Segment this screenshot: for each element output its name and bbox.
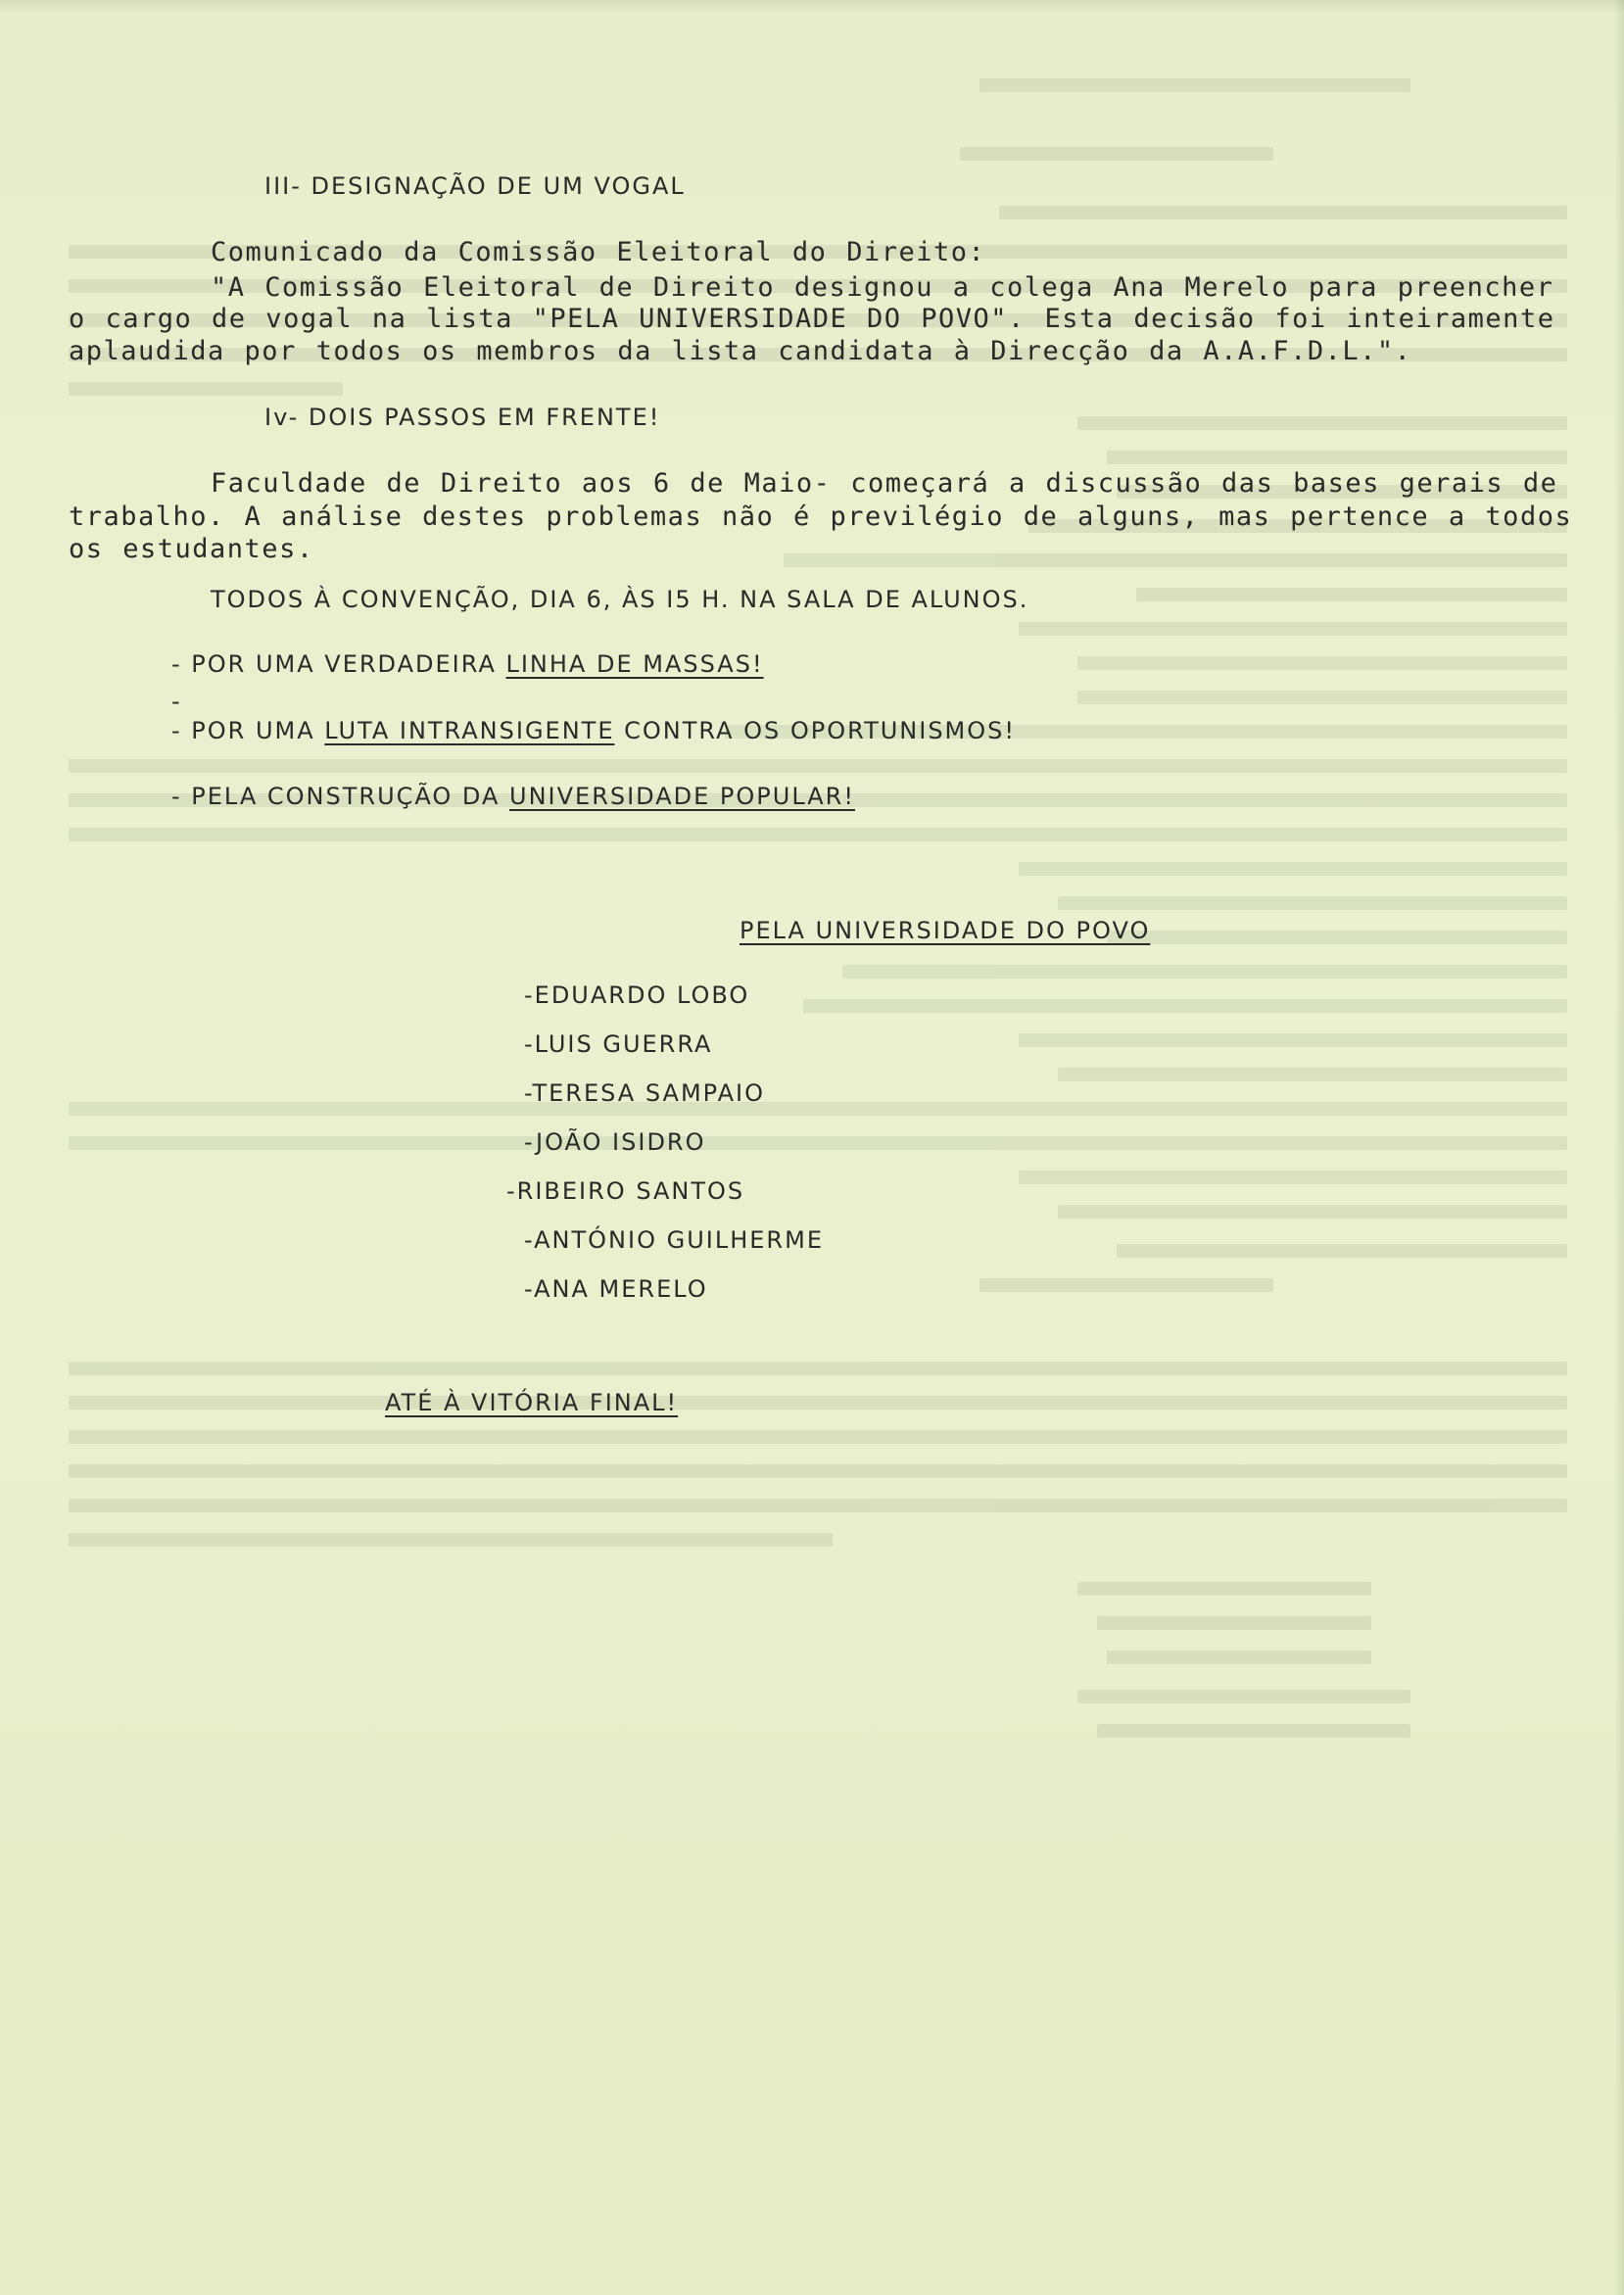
slogan-2-prefix: - POR UMA [171, 717, 325, 744]
slogan-3 [171, 781, 855, 812]
slogan-1-underlined: LINHA DE MASSAS! [505, 650, 764, 678]
paper-edge-shadow [1614, 0, 1624, 2295]
slogan-1-prefix: - POR UMA VERDADEIRA [171, 650, 506, 678]
section-iii-line-1: "A Comissão Eleitoral de Direito designou a colega Ana Merelo para preencher [211, 272, 1554, 303]
section-iii-line-2: o cargo de vogal na lista "PELA UNIVERSIDADE DO POVO". Esta decisão foi inteiramente [69, 304, 1555, 334]
closing-slogan: ATÉ À VITÓRIA FINAL! [385, 1389, 679, 1416]
slogan-1 [171, 648, 764, 680]
section-iii-line-3: aplaudida por todos os membros da lista candidata à Direcção da A.A.F.D.L.". [69, 336, 1412, 366]
list-title: PELA UNIVERSIDADE DO POVO [740, 917, 1151, 944]
list-member-6: -ANTÓNIO GUILHERME [524, 1226, 824, 1254]
stray-dash: - [171, 688, 182, 715]
slogan-3-prefix: - PELA CONSTRUÇÃO DA [171, 783, 510, 810]
list-member-5: -RIBEIRO SANTOS [506, 1177, 745, 1205]
list-member-1: -EDUARDO LOBO [524, 981, 750, 1009]
list-member-2: -LUIS GUERRA [524, 1030, 713, 1058]
slogan-3-underlined: UNIVERSIDADE POPULAR! [509, 783, 855, 810]
convocation-line: TODOS À CONVENÇÃO, DIA 6, ÀS I5 H. NA SALA DE ALUNOS. [211, 586, 1029, 613]
section-iii-intro: Comunicado da Comissão Eleitoral do Direito: [211, 237, 986, 267]
slogan-2-suffix: CONTRA OS OPORTUNISMOS! [614, 717, 1017, 744]
section-iii-heading: III- DESIGNAÇÃO DE UM VOGAL [264, 172, 686, 200]
section-iv-line-1: Faculdade de Direito aos 6 de Maio- começará a discussão das bases gerais de [211, 468, 1558, 499]
list-member-7: -ANA MERELO [524, 1275, 708, 1303]
section-iv-line-2: trabalho. A análise destes problemas não é previlégio de alguns, mas pertence a todos [69, 502, 1573, 532]
slogan-2 [171, 715, 1016, 746]
section-iv-heading: Iv- DOIS PASSOS EM FRENTE! [264, 404, 661, 431]
list-member-3: -TERESA SAMPAIO [524, 1079, 765, 1107]
section-iv-line-3: os estudantes. [69, 534, 314, 564]
slogan-2-underlined: LUTA INTRANSIGENTE [324, 717, 615, 744]
list-member-4: -JOÃO ISIDRO [524, 1128, 706, 1156]
paper-top-shadow [0, 0, 1624, 14]
